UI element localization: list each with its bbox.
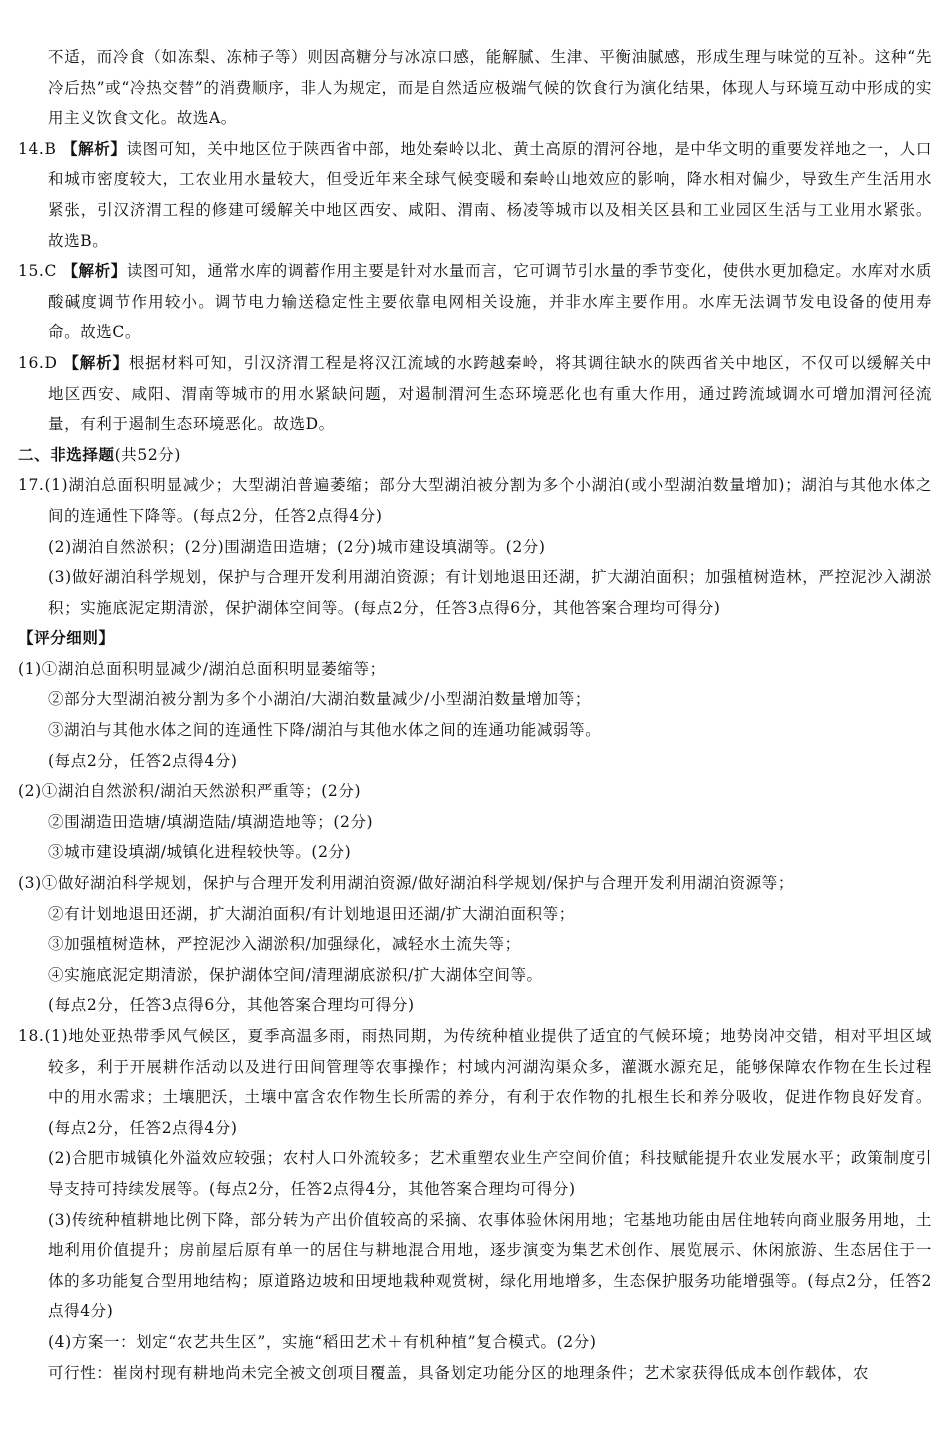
answer-18-part-3: (3)传统种植耕地比例下降，部分转为产出价值较高的采摘、农事体验休闲用地；宅基地功能由居住地转向商业服务用地，土地利用价值提升；房前屋后原有单一的居住与耕地混合用地，逐步演变为集艺术创作、展览展示、休闲旅游、生态居住于一体的多功能复合型用地结构；原道路边坡和田埂地栽种观赏树，绿化用地增多，生态保护服务功能增强等。(每点2分，任答2点得4分) [48, 1210, 932, 1321]
answer-16-number: 16.D [18, 353, 58, 372]
answer-18-feasibility: 可行性：崔岗村现有耕地尚未完全被文创项目覆盖，具备划定功能分区的地理条件；艺术家获得低成本创作载体，农 [48, 1363, 870, 1382]
answer-18-part-4: (4)方案一：划定“农艺共生区”，实施“稻田艺术＋有机种植”复合模式。(2分) [48, 1332, 597, 1351]
rubric-1a: (1)①湖泊总面积明显减少/湖泊总面积明显萎缩等； [18, 659, 386, 678]
section-note: (共52分) [114, 445, 182, 464]
answer-14-number: 14.B [18, 139, 57, 158]
answer-18-part-2: (2)合肥市城镇化外溢效应较强；农村人口外流较多；艺术重塑农业生产空间价值；科技赋能提升农业发展水平；政策制度引导支持可持续发展等。(每点2分，任答2点得4分，其他答案合理均可得分) [48, 1149, 932, 1198]
section-title: 二、非选择题 [18, 445, 115, 464]
answer-17-part-3: (3)做好湖泊科学规划，保护与合理开发利用湖泊资源；有计划地退田还湖，扩大湖泊面积；加强植树造林，严控泥沙入湖淤积；实施底泥定期清淤，保护湖体空间等。(每点2分，任答3点得6分，其他答案合理均可得分) [48, 568, 932, 617]
rubric-1d: (每点2分，任答2点得4分) [48, 751, 238, 770]
answer-18-part-1: 18.(1)地处亚热带季风气候区，夏季高温多雨，雨热同期，为传统种植业提供了适宜的气候环境；地势岗冲交错，相对平坦区域较多，利于开展耕作活动以及进行田间管理等农事操作；村域内河湖沟渠众多，灌溉水源充足，能够保障农作物在生长过程中的用水需求；土壤肥沃，土壤中富含农作物生长所需的养分，有利于农作物的扎根生长和养分吸收，促进作物良好发育。(每点2分，任答2点得4分) [18, 1027, 932, 1137]
rubric-2c: ③城市建设填湖/城镇化进程较快等。(2分) [48, 843, 352, 862]
section-heading [18, 440, 932, 471]
answer-15-tag: 【解析】 [62, 262, 127, 281]
answer-16-text: 根据材料可知，引汉济渭工程是将汉江流域的水跨越秦岭，将其调往缺水的陕西省关中地区，不仅可以缓解关中地区西安、咸阳、渭南等城市的用水紧缺问题，对遏制渭河生态环境恶化也有重大作用，通过跨流域调水可增加渭河径流量，有利于遏制生态环境恶化。故选D。 [48, 353, 933, 434]
rubric-title: 【评分细则】 [18, 629, 115, 648]
continuation-paragraph: 不适，而冷食（如冻梨、冻柿子等）则因高糖分与冰凉口感，能解腻、生津、平衡油腻感，形成生理与味觉的互补。这种“先冷后热”或“冷热交替”的消费顺序，非人为规定，而是自然适应极端气候的饮食行为演化结果，体现人与环境互动中形成的实用主义饮食文化。故选A。 [48, 48, 932, 128]
rubric-3d: ④实施底泥定期清淤，保护湖体空间/清理湖底淤积/扩大湖体空间等。 [48, 965, 543, 984]
answer-15-text: 读图可知，通常水库的调蓄作用主要是针对水量而言，它可调节引水量的季节变化，使供水更加稳定。水库对水质酸碱度调节作用较小。调节电力输送稳定性主要依靠电网相关设施，并非水库主要作用。水库无法调节发电设备的使用寿命。故选C。 [48, 262, 932, 342]
answer-15 [18, 256, 932, 348]
rubric-3b: ②有计划地退田还湖，扩大湖泊面积/有计划地退田还湖/扩大湖泊面积等； [48, 904, 575, 923]
answer-16-tag: 【解析】 [63, 353, 129, 372]
answer-15-number: 15.C [18, 262, 57, 281]
answer-17-part-2: (2)湖泊自然淤积；(2分)围湖造田造塘；(2分)城市建设填湖等。(2分) [48, 537, 546, 556]
rubric-1b: ②部分大型湖泊被分割为多个小湖泊/大湖泊数量减少/小型湖泊数量增加等； [48, 690, 591, 709]
rubric-2b: ②围湖造田造塘/填湖造陆/填湖造地等；(2分) [48, 812, 374, 831]
rubric-2a: (2)①湖泊自然淤积/湖泊天然淤积严重等；(2分) [18, 782, 362, 801]
answer-14-text: 读图可知，关中地区位于陕西省中部，地处秦岭以北、黄土高原的渭河谷地，是中华文明的重要发祥地之一，人口和城市密度较大，工农业用水量较大，但受近年来全球气候变暖和秦岭山地效应的影响，降水相对偏少，导致生产生活用水紧张，引汉济渭工程的修建可缓解关中地区西安、咸阳、渭南、杨凌等城市以及相关区县和工业园区生活与工业用水紧张。故选B。 [48, 139, 932, 250]
answer-16 [18, 348, 932, 440]
answer-14-tag: 【解析】 [62, 139, 127, 158]
answer-17-part-1: 17.(1)湖泊总面积明显减少；大型湖泊普遍萎缩；部分大型湖泊被分割为多个小湖泊(或小型湖泊数量增加)；湖泊与其他水体之间的连通性下降等。(每点2分，任答2点得4分) [18, 476, 932, 525]
rubric-3a: (3)①做好湖泊科学规划，保护与合理开发利用湖泊资源/做好湖泊科学规划/保护与合理开发利用湖泊资源等； [18, 874, 795, 893]
answer-14 [18, 134, 932, 256]
rubric-1c: ③湖泊与其他水体之间的连通性下降/湖泊与其他水体之间的连通功能减弱等。 [48, 721, 602, 740]
rubric-3e: (每点2分，任答3点得6分，其他答案合理均可得分) [48, 996, 415, 1015]
rubric-3c: ③加强植树造林，严控泥沙入湖淤积/加强绿化，减轻水土流失等； [48, 935, 521, 954]
